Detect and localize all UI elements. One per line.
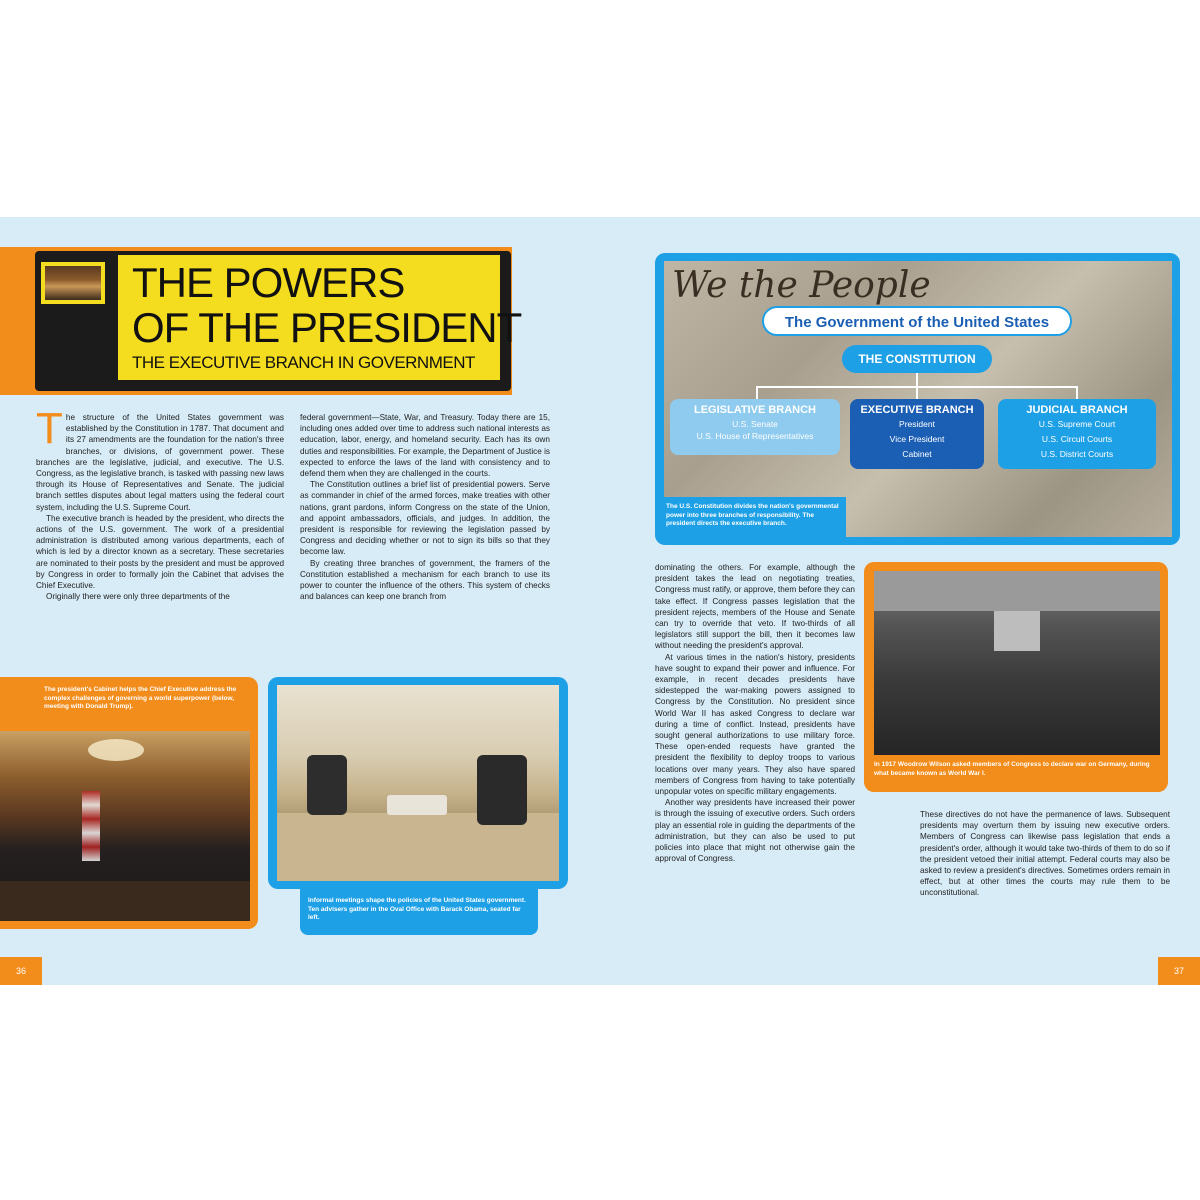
- branch-name: EXECUTIVE BRANCH: [860, 404, 974, 416]
- branch-item: Vice President: [889, 434, 945, 444]
- congress-photo: [874, 571, 1160, 755]
- chandelier-shape: [88, 739, 144, 761]
- connector-line: [916, 386, 918, 399]
- branch-item: U.S. District Courts: [1040, 449, 1114, 459]
- title-line-1: THE POWERS: [132, 259, 405, 306]
- page-number-right: 37: [1158, 957, 1200, 985]
- branch-item: Cabinet: [902, 449, 932, 459]
- person-shape: [477, 755, 527, 825]
- cabinet-meeting-photo: [0, 731, 250, 921]
- we-the-people-script: We the People: [672, 265, 931, 306]
- paragraph: The executive branch is headed by the president, who directs the actions of the U.S. government. The work of a presidential administration is distributed among various departments, each of which is led by a director known as a secretary. These secretaries are nominated to their posts by the president and must be approved by Congress in order to formally join the Cabinet that advises the Chief Executive.: [36, 513, 284, 591]
- branch-item: President: [899, 419, 935, 429]
- paragraph: federal government—State, War, and Treasury. Today there are 15, including ones added over time to address such national interests as education, labor, energy, and homeland security. Each has its own duties and responsibilities. For example, the Department of Justice is expected to enforce the laws of the land with consistency and to defend them when they are challenged in the courts.: [300, 413, 550, 479]
- executive-branch-box: [850, 399, 984, 469]
- left-column-2: [300, 412, 550, 664]
- connector-line: [1076, 386, 1078, 399]
- cabinet-caption: The president's Cabinet helps the Chief Executive address the complex challenges of governing a world superpower (below, meeting with Donald Trump).: [44, 686, 237, 710]
- branch-item: U.S. House of Representatives: [696, 431, 814, 441]
- subtitle: THE EXECUTIVE BRANCH IN GOVERNMENT: [132, 353, 475, 372]
- paragraph: These directives do not have the permanence of laws. Subsequent presidents may overturn them by issuing new executive orders. Members of Congress can likewise pass legislation that ends a president's order, although it would take two-thirds of them to do so if the president vetoed their initial attempt. Federal courts may also be asked to review a president's directives. Sometimes orders remain in effect, but at other times the courts may rule them to be unconstitutional.: [920, 810, 1170, 898]
- oval-office-photo: [277, 685, 559, 881]
- title-line-2: OF THE PRESIDENT: [132, 304, 522, 351]
- page-number-left: 36: [0, 957, 42, 985]
- title-thumbnail: [38, 259, 108, 307]
- congress-caption: In 1917 Woodrow Wilson asked members of Congress to declare war on Germany, during what became known as World War I.: [874, 761, 1150, 777]
- person-shape: [307, 755, 347, 815]
- paragraph: dominating the others. For example, although the president takes the lead on negotiating treaties, Congress must ratify, or approve, them before they can take effect. If Congress passes legislation that the president rejects, members of the House and Senate can try to override that veto. If two-thirds of all legislators still support the bill, then it becomes law without needing the president's approval.: [655, 563, 855, 651]
- table-shape: [0, 881, 250, 921]
- constitution-caption: The U.S. Constitution divides the nation's governmental power into three branches of responsibility. The president directs the executive branch.: [666, 503, 839, 527]
- connector-line: [756, 386, 758, 399]
- paragraph: By creating three branches of government, the framers of the Constitution established a mechanism for each branch to use its power to counter the influence of the others. This system of checks and balances can keep one branch from: [300, 558, 550, 602]
- paragraph: The Constitution outlines a brief list of presidential powers. Serve as commander in chief of the armed forces, make treaties with other nations, grant pardons, inform Congress on the state of the Union, and appoint ambassadors, officials, and judges. In addition, the president is responsible for reviewing the legislation passed by Congress and deciding whether or not to sign its bills so that they become law.: [300, 480, 550, 557]
- constitution-node: THE CONSTITUTION: [842, 345, 992, 373]
- flag-shape: [82, 791, 100, 861]
- coffee-table-shape: [387, 795, 447, 815]
- drop-cap: T: [36, 412, 63, 453]
- branch-item: U.S. Circuit Courts: [1041, 434, 1113, 444]
- branch-name: LEGISLATIVE BRANCH: [693, 404, 817, 416]
- connector-line: [916, 373, 918, 387]
- gallery-shape: [874, 571, 1160, 611]
- legislative-branch-box: [670, 399, 840, 455]
- paragraph: he structure of the United States government was established by the Constitution in 1787. That document and its 27 amendments are the foundation for the nation's three branches, or divisions, of government power. These branches are the legislative, judicial, and executive. The U.S. Congress, as the legislative branch, is tasked with passing new laws through its House of Representatives and Senate. The judicial branch settles disputes about legal matters using the federal court system, including the U.S. Supreme Court.: [36, 413, 284, 512]
- paragraph: At various times in the nation's history, presidents have sought to expand their power and influence. For example, in recent decades presidents have sidestepped the war-making powers assigned to Congress by the Constitution. No president since World War II has asked Congress to declare war during a time of conflict. Instead, presidents have sought general authorizations to use military force. These open-ended requests have granted the president the flexibility to deploy troops to various locations over many years. They also have spared members of Congress from having to take potentially unpopular votes on specific military engagements.: [655, 652, 855, 797]
- paragraph: Originally there were only three departments of the: [46, 592, 230, 602]
- branch-item: U.S. Senate: [732, 419, 778, 429]
- right-column-1a: [655, 562, 855, 936]
- oval-caption: Informal meetings shape the policies of the United States government. Ten advisers gather in the Oval Office with Barack Obama, seated far left.: [308, 897, 526, 921]
- rostrum-shape: [994, 611, 1040, 651]
- paragraph: Another way presidents have increased their power is through the issuing of executive orders. Such orders play an essential role in guiding the departments of the administration, but they can also be used to put policies into place that might not otherwise gain the approval of Congress.: [655, 798, 855, 864]
- left-column-1: [36, 412, 284, 664]
- branch-name: JUDICIAL BRANCH: [1026, 404, 1128, 416]
- right-column-2: [920, 809, 1170, 937]
- branch-item: U.S. Supreme Court: [1038, 419, 1116, 429]
- book-spread: [0, 217, 1200, 985]
- judicial-branch-box: [998, 399, 1156, 469]
- diagram-title: The Government of the United States: [762, 306, 1072, 336]
